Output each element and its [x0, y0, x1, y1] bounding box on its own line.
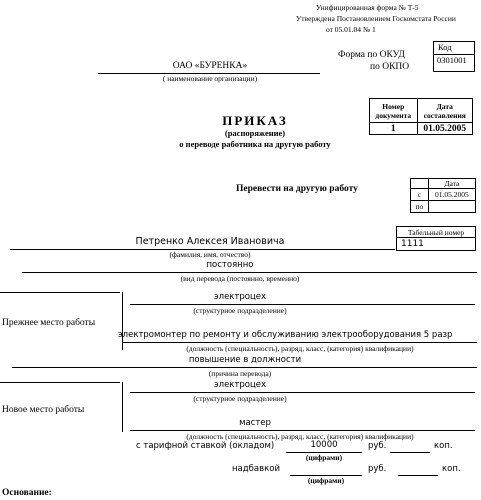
- transfer-from-label: с: [411, 189, 429, 201]
- doc-date-header: Дата составления: [417, 99, 472, 123]
- tab-number-value: 1111: [397, 238, 476, 251]
- employee-name-caption: (фамилия, имя, отчество): [169, 250, 251, 259]
- new-unit-caption: (структурное подразделение): [193, 394, 287, 403]
- form-name: Унифицированная форма № Т-5: [316, 3, 419, 12]
- previous-position: электромонтер по ремонту и обслуживанию электрооборудования 5 разр: [118, 330, 453, 340]
- rate-rub: руб.: [368, 441, 387, 451]
- rate-kop: коп.: [434, 441, 453, 451]
- previous-position-caption: (должность (специальность), разряд, класс, (категория) квалификации): [186, 344, 414, 353]
- rate-digits-caption: (цифрами): [305, 453, 343, 462]
- okud-code: 0301001: [437, 55, 467, 65]
- transfer-from-date: 01.05.2005: [428, 189, 475, 201]
- previous-place-label: Прежнее место работы: [2, 318, 96, 328]
- bonus-rub: руб.: [368, 464, 387, 474]
- doc-number-value: 1: [370, 123, 418, 135]
- transfer-reason: повышение в должности: [188, 355, 302, 365]
- order-subtitle: (распоряжение): [224, 128, 286, 138]
- transfer-date-header: Дата: [428, 179, 475, 189]
- bonus-kop: коп.: [442, 464, 461, 474]
- transfer-reason-caption: (причина перевода): [208, 369, 272, 378]
- transfer-type: постоянно: [206, 260, 254, 270]
- rate-label: с тарифной ставкой (окладом): [136, 441, 275, 451]
- transfer-to-date: [428, 201, 475, 213]
- new-place-label: Новое место работы: [2, 405, 85, 415]
- tab-number-table: [396, 226, 476, 251]
- organization-name: ОАО «БУРЕНКА»: [172, 61, 248, 71]
- new-unit: электроцех: [213, 380, 267, 390]
- transfer-to-label: по: [411, 201, 429, 213]
- previous-unit-caption: (структурное подразделение): [193, 306, 287, 315]
- doc-number-header: Номер документа: [370, 99, 418, 123]
- transfer-type-caption: (вид перевода (постоянно, временно): [180, 274, 300, 283]
- okud-label: Форма по ОКУД: [338, 50, 405, 60]
- order-about: о переводе работника на другую работу: [179, 139, 331, 149]
- previous-unit: электроцех: [213, 292, 267, 302]
- rate-value: 10000: [310, 440, 338, 450]
- transfer-label: Перевести на другую работу: [236, 184, 358, 194]
- new-position-caption: (должность (специальность), разряд, класс, (категория) квалификации): [186, 432, 414, 441]
- bonus-digits-caption: (цифрами): [307, 476, 345, 485]
- order-title: ПРИКАЗ: [222, 113, 288, 128]
- code-header: Код: [438, 42, 452, 52]
- doc-date-value: 01.05.2005: [417, 123, 472, 135]
- basis-label: Основание:: [2, 488, 52, 498]
- approved-date: от 05.01.04 № 1: [326, 25, 376, 34]
- employee-name: Петренко Алексея Ивановича: [135, 236, 285, 247]
- okpo-label: по ОКПО: [370, 62, 410, 72]
- new-position: мастер: [239, 418, 271, 428]
- tab-number-header: Табельный номер: [397, 227, 476, 238]
- bonus-label: надбавкой: [232, 464, 280, 474]
- organization-caption: ( наименование организации): [162, 74, 258, 83]
- approved-by: Утверждена Постановлением Госкомстата России: [296, 14, 456, 23]
- transfer-date-table: [410, 178, 476, 213]
- doc-number-table: [369, 98, 473, 135]
